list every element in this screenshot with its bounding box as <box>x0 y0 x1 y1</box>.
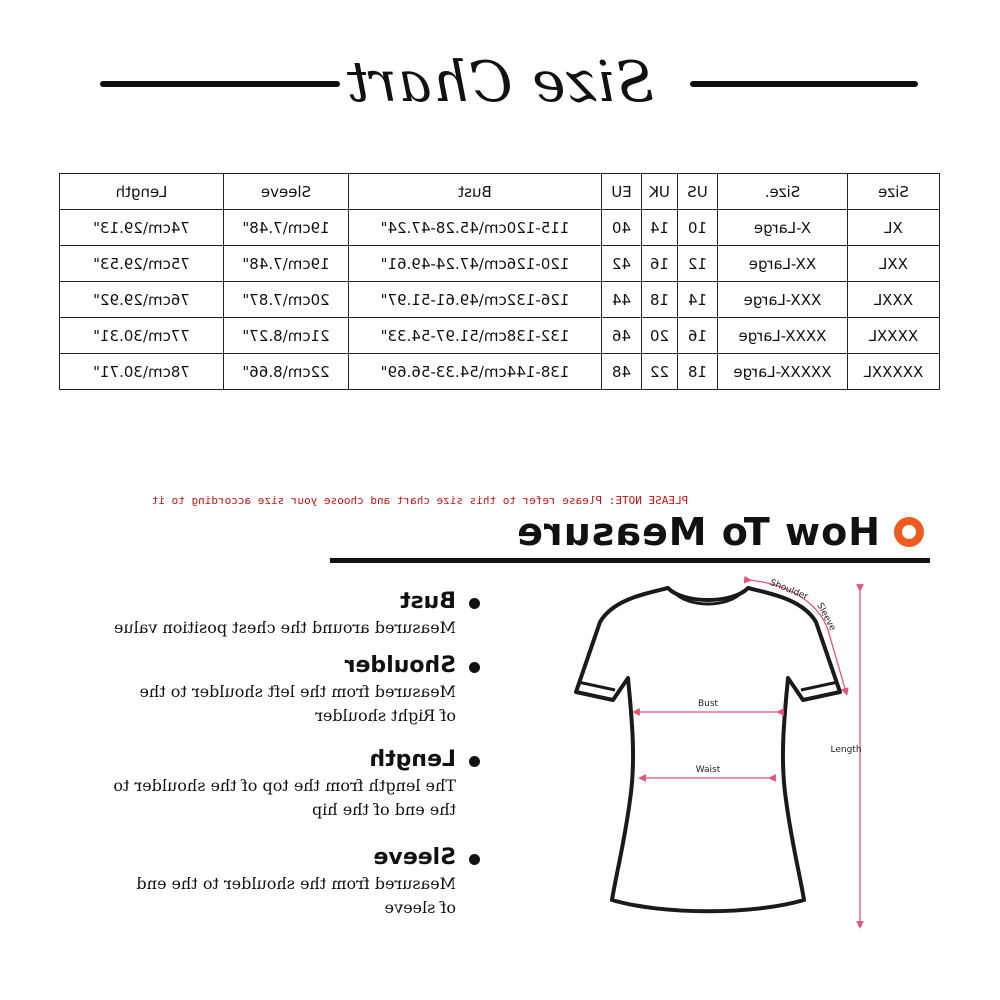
measure-item-desc: of Right shoulder <box>315 706 456 725</box>
header-size: Size <box>848 174 940 210</box>
table-header-row <box>60 174 940 210</box>
cell-us: 14 <box>678 282 718 318</box>
cell-length: 74cm\29.13" <box>60 210 224 246</box>
header-length: Length <box>60 174 224 210</box>
bullet-icon <box>469 854 480 865</box>
measure-item-length <box>100 746 480 822</box>
measure-item-desc: Measured from the shoulder to the end <box>136 874 456 893</box>
header-sleeve: Sleeve <box>224 174 349 210</box>
cell-sleeve: 22cm\8.66" <box>224 354 349 390</box>
circle-icon <box>894 517 924 547</box>
table-row <box>60 282 940 318</box>
page-title: Size Chart <box>345 50 655 115</box>
diagram-label-length: Length <box>830 745 862 755</box>
please-note-text: PLEASE NOTE: Please refer to this size chart and choose your size according to it <box>151 494 689 507</box>
measure-item-bust <box>100 588 480 640</box>
cell-uk: 20 <box>642 318 678 354</box>
header-size-name: Size. <box>718 174 848 210</box>
cell-size: XXXL <box>848 282 940 318</box>
cell-length: 77cm\30.31" <box>60 318 224 354</box>
tshirt-outline <box>576 588 840 911</box>
cell-length: 75cm\29.53" <box>60 246 224 282</box>
cell-bust: 120-126cm\47.24-49.61" <box>349 246 602 282</box>
cell-size-name: XXX-Large <box>718 282 848 318</box>
cell-sleeve: 19cm\7.48" <box>224 246 349 282</box>
bullet-icon <box>469 662 480 673</box>
bullet-icon <box>469 756 480 767</box>
cell-sleeve: 20cm\7.87" <box>224 282 349 318</box>
cell-uk: 22 <box>642 354 678 390</box>
table-row <box>60 210 940 246</box>
cell-bust: 138-144cm\54.33-56.69" <box>349 354 602 390</box>
measure-title: How To Measure <box>516 510 880 554</box>
cell-length: 78cm\30.71" <box>60 354 224 390</box>
diagram-label-waist: Waist <box>695 765 721 775</box>
cell-bust: 126-132cm\49.61-51.97" <box>349 282 602 318</box>
table-row <box>60 354 940 390</box>
measure-item-name: Shoulder <box>344 653 456 678</box>
table-row <box>60 318 940 354</box>
cell-size-name: XXXX-Large <box>718 318 848 354</box>
measure-item-shoulder <box>100 652 480 728</box>
measure-item-name: Length <box>369 747 456 772</box>
measure-item-desc: Measured around the chest position value <box>113 618 456 637</box>
diagram-label-sleeve: Sleeve <box>814 601 838 633</box>
cell-length: 76cm\29.92" <box>60 282 224 318</box>
tshirt-diagram <box>538 570 868 940</box>
cell-size: XXL <box>848 246 940 282</box>
cell-us: 16 <box>678 318 718 354</box>
cell-size-name: XX-Large <box>718 246 848 282</box>
diagram-label-bust: Bust <box>697 699 719 709</box>
diagram-label-shoulder: Shoulder <box>768 578 810 603</box>
cell-uk: 18 <box>642 282 678 318</box>
cell-eu: 40 <box>602 210 642 246</box>
cell-eu: 48 <box>602 354 642 390</box>
tshirt-sleeve-cuff-right <box>578 682 615 690</box>
cell-eu: 44 <box>602 282 642 318</box>
cell-uk: 14 <box>642 210 678 246</box>
measure-title-rule <box>330 558 930 563</box>
measure-item-name: Sleeve <box>373 845 456 870</box>
cell-us: 18 <box>678 354 718 390</box>
measure-item-sleeve <box>100 844 480 920</box>
measure-item-desc: the end of the hip <box>312 800 456 819</box>
cell-size: XXXXXL <box>848 354 940 390</box>
measure-item-name: Bust <box>399 589 456 614</box>
cell-eu: 42 <box>602 246 642 282</box>
measure-item-desc: Measured from the left shoulder to the <box>139 682 456 701</box>
cell-bust: 115-120cm\45.28-47.24" <box>349 210 602 246</box>
cell-size-name: X-Large <box>718 210 848 246</box>
cell-uk: 16 <box>642 246 678 282</box>
tshirt-sleeve-cuff-left <box>801 682 838 690</box>
size-table <box>59 173 940 390</box>
measure-item-desc: of sleeve <box>384 898 456 917</box>
cell-size: XXXXL <box>848 318 940 354</box>
cell-size-name: XXXXX-Large <box>718 354 848 390</box>
cell-us: 12 <box>678 246 718 282</box>
header-us: US <box>678 174 718 210</box>
cell-us: 10 <box>678 210 718 246</box>
cell-bust: 132-138cm\51.97-54.33" <box>349 318 602 354</box>
header-uk: UK <box>642 174 678 210</box>
measure-item-desc: The length from the top of the shoulder to <box>113 776 456 795</box>
header-eu: EU <box>602 174 642 210</box>
cell-sleeve: 21cm\8.27" <box>224 318 349 354</box>
cell-eu: 46 <box>602 318 642 354</box>
table-row <box>60 246 940 282</box>
cell-sleeve: 19cm\7.48" <box>224 210 349 246</box>
cell-size: XL <box>848 210 940 246</box>
bullet-icon <box>469 598 480 609</box>
header-bust: Bust <box>349 174 602 210</box>
